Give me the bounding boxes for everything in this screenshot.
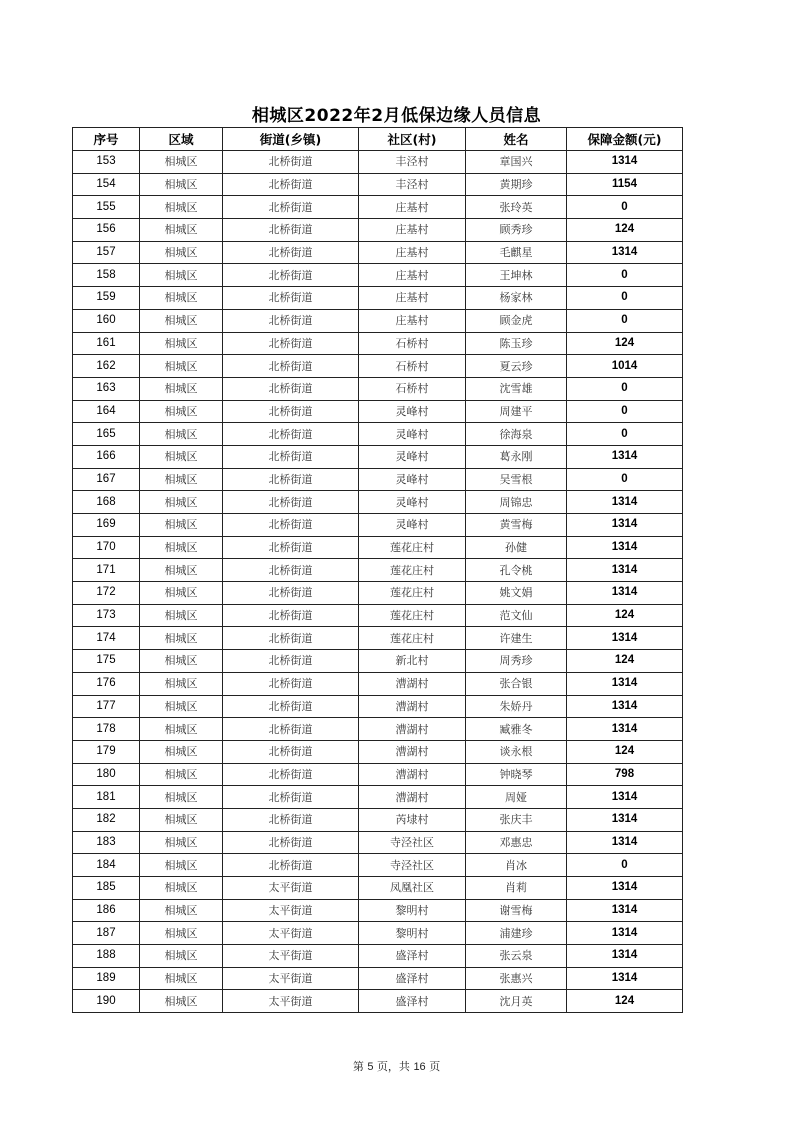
cell-street: 太平街道 (223, 990, 359, 1013)
cell-community: 灵峰村 (359, 491, 466, 514)
cell-district: 相城区 (140, 264, 223, 287)
cell-serial: 187 (73, 922, 140, 945)
cell-amount: 1314 (567, 627, 683, 650)
cell-district: 相城区 (140, 786, 223, 809)
cell-serial: 186 (73, 899, 140, 922)
table-row (73, 945, 683, 968)
cell-street: 北桥街道 (223, 173, 359, 196)
cell-name: 周锦忠 (466, 491, 567, 514)
cell-name: 杨家林 (466, 287, 567, 310)
cell-amount: 0 (567, 423, 683, 446)
table-row (73, 287, 683, 310)
cell-amount: 124 (567, 990, 683, 1013)
table-row (73, 695, 683, 718)
cell-community: 石桥村 (359, 377, 466, 400)
table-row (73, 786, 683, 809)
cell-amount: 0 (567, 196, 683, 219)
table-row (73, 423, 683, 446)
cell-name: 孙健 (466, 536, 567, 559)
cell-community: 盛泽村 (359, 945, 466, 968)
cell-serial: 174 (73, 627, 140, 650)
cell-community: 莲花庄村 (359, 604, 466, 627)
cell-district: 相城区 (140, 695, 223, 718)
cell-street: 北桥街道 (223, 219, 359, 242)
cell-community: 盛泽村 (359, 967, 466, 990)
table-row (73, 309, 683, 332)
cell-community: 庄基村 (359, 241, 466, 264)
header-name: 姓名 (466, 128, 567, 151)
table-row (73, 718, 683, 741)
table-row (73, 241, 683, 264)
cell-amount: 1014 (567, 355, 683, 378)
table-row (73, 854, 683, 877)
cell-street: 北桥街道 (223, 808, 359, 831)
cell-amount: 0 (567, 287, 683, 310)
cell-serial: 182 (73, 808, 140, 831)
cell-amount: 1314 (567, 831, 683, 854)
cell-name: 邓惠忠 (466, 831, 567, 854)
cell-district: 相城区 (140, 604, 223, 627)
table-row (73, 173, 683, 196)
cell-community: 灵峰村 (359, 514, 466, 537)
cell-community: 石桥村 (359, 332, 466, 355)
table-body (73, 151, 683, 1013)
cell-name: 顾金虎 (466, 309, 567, 332)
cell-community: 漕湖村 (359, 786, 466, 809)
cell-amount: 1314 (567, 922, 683, 945)
cell-amount: 1314 (567, 514, 683, 537)
cell-serial: 185 (73, 877, 140, 900)
footer-suffix: 页 (429, 1060, 441, 1073)
cell-name: 周娅 (466, 786, 567, 809)
header-street: 街道(乡镇) (223, 128, 359, 151)
table-row (73, 151, 683, 174)
cell-name: 姚文娟 (466, 582, 567, 605)
cell-serial: 171 (73, 559, 140, 582)
cell-serial: 159 (73, 287, 140, 310)
cell-serial: 178 (73, 718, 140, 741)
cell-serial: 189 (73, 967, 140, 990)
cell-district: 相城区 (140, 355, 223, 378)
cell-serial: 172 (73, 582, 140, 605)
cell-amount: 1314 (567, 445, 683, 468)
cell-street: 北桥街道 (223, 536, 359, 559)
cell-serial: 155 (73, 196, 140, 219)
current-page-number: 5 (367, 1061, 374, 1073)
cell-serial: 190 (73, 990, 140, 1013)
total-page-count: 16 (413, 1061, 426, 1073)
cell-serial: 181 (73, 786, 140, 809)
cell-name: 范文仙 (466, 604, 567, 627)
cell-name: 周建平 (466, 400, 567, 423)
cell-street: 北桥街道 (223, 786, 359, 809)
cell-district: 相城区 (140, 445, 223, 468)
cell-serial: 170 (73, 536, 140, 559)
cell-street: 北桥街道 (223, 763, 359, 786)
cell-street: 北桥街道 (223, 377, 359, 400)
cell-name: 章国兴 (466, 151, 567, 174)
cell-serial: 163 (73, 377, 140, 400)
cell-street: 北桥街道 (223, 514, 359, 537)
cell-name: 周秀珍 (466, 650, 567, 673)
cell-amount: 1314 (567, 945, 683, 968)
cell-serial: 153 (73, 151, 140, 174)
cell-name: 张惠兴 (466, 967, 567, 990)
cell-name: 徐海泉 (466, 423, 567, 446)
table-row (73, 740, 683, 763)
cell-amount: 0 (567, 309, 683, 332)
cell-community: 黎明村 (359, 899, 466, 922)
cell-street: 北桥街道 (223, 423, 359, 446)
cell-street: 北桥街道 (223, 151, 359, 174)
cell-serial: 156 (73, 219, 140, 242)
cell-district: 相城区 (140, 423, 223, 446)
table-row (73, 219, 683, 242)
cell-serial: 158 (73, 264, 140, 287)
table-row (73, 990, 683, 1013)
cell-community: 莲花庄村 (359, 627, 466, 650)
cell-community: 莲花庄村 (359, 559, 466, 582)
cell-street: 北桥街道 (223, 582, 359, 605)
table-row (73, 808, 683, 831)
cell-name: 张庆丰 (466, 808, 567, 831)
header-district: 区域 (140, 128, 223, 151)
cell-community: 漕湖村 (359, 695, 466, 718)
footer-middle: 页，共 (376, 1060, 410, 1073)
table-row (73, 582, 683, 605)
cell-district: 相城区 (140, 945, 223, 968)
cell-amount: 1314 (567, 877, 683, 900)
cell-serial: 157 (73, 241, 140, 264)
cell-amount: 1314 (567, 672, 683, 695)
cell-serial: 160 (73, 309, 140, 332)
cell-street: 北桥街道 (223, 332, 359, 355)
cell-name: 臧雅冬 (466, 718, 567, 741)
cell-street: 太平街道 (223, 922, 359, 945)
cell-street: 北桥街道 (223, 355, 359, 378)
cell-amount: 1154 (567, 173, 683, 196)
cell-amount: 0 (567, 468, 683, 491)
cell-district: 相城区 (140, 173, 223, 196)
cell-district: 相城区 (140, 536, 223, 559)
cell-community: 石桥村 (359, 355, 466, 378)
cell-district: 相城区 (140, 922, 223, 945)
cell-community: 庄基村 (359, 219, 466, 242)
cell-district: 相城区 (140, 967, 223, 990)
cell-district: 相城区 (140, 650, 223, 673)
cell-community: 漕湖村 (359, 740, 466, 763)
cell-amount: 124 (567, 740, 683, 763)
cell-serial: 164 (73, 400, 140, 423)
cell-street: 北桥街道 (223, 740, 359, 763)
cell-name: 肖冰 (466, 854, 567, 877)
table-row (73, 491, 683, 514)
cell-serial: 183 (73, 831, 140, 854)
table-row (73, 627, 683, 650)
cell-community: 庄基村 (359, 309, 466, 332)
cell-street: 太平街道 (223, 967, 359, 990)
cell-serial: 180 (73, 763, 140, 786)
cell-community: 灵峰村 (359, 423, 466, 446)
cell-community: 漕湖村 (359, 672, 466, 695)
cell-name: 张玲英 (466, 196, 567, 219)
cell-serial: 168 (73, 491, 140, 514)
cell-serial: 165 (73, 423, 140, 446)
cell-community: 灵峰村 (359, 445, 466, 468)
cell-community: 庄基村 (359, 196, 466, 219)
cell-serial: 166 (73, 445, 140, 468)
cell-name: 黄雪梅 (466, 514, 567, 537)
cell-amount: 1314 (567, 967, 683, 990)
cell-district: 相城区 (140, 400, 223, 423)
cell-name: 钟晓琴 (466, 763, 567, 786)
cell-district: 相城区 (140, 740, 223, 763)
cell-district: 相城区 (140, 241, 223, 264)
cell-district: 相城区 (140, 196, 223, 219)
cell-district: 相城区 (140, 468, 223, 491)
cell-community: 灵峰村 (359, 468, 466, 491)
cell-district: 相城区 (140, 309, 223, 332)
cell-name: 陈玉珍 (466, 332, 567, 355)
cell-community: 寺泾社区 (359, 831, 466, 854)
cell-amount: 1314 (567, 491, 683, 514)
cell-street: 北桥街道 (223, 241, 359, 264)
cell-serial: 167 (73, 468, 140, 491)
cell-serial: 179 (73, 740, 140, 763)
cell-street: 北桥街道 (223, 196, 359, 219)
cell-street: 北桥街道 (223, 559, 359, 582)
cell-district: 相城区 (140, 831, 223, 854)
cell-name: 朱娇丹 (466, 695, 567, 718)
cell-district: 相城区 (140, 151, 223, 174)
cell-serial: 154 (73, 173, 140, 196)
cell-community: 庄基村 (359, 264, 466, 287)
cell-name: 张云泉 (466, 945, 567, 968)
cell-street: 北桥街道 (223, 309, 359, 332)
cell-district: 相城区 (140, 990, 223, 1013)
cell-serial: 173 (73, 604, 140, 627)
cell-amount: 1314 (567, 899, 683, 922)
cell-district: 相城区 (140, 899, 223, 922)
cell-serial: 161 (73, 332, 140, 355)
footer-prefix: 第 (352, 1060, 364, 1073)
cell-street: 太平街道 (223, 877, 359, 900)
cell-street: 北桥街道 (223, 445, 359, 468)
cell-district: 相城区 (140, 491, 223, 514)
table-row (73, 468, 683, 491)
table-row (73, 559, 683, 582)
table-row (73, 922, 683, 945)
header-community: 社区(村) (359, 128, 466, 151)
cell-name: 葛永刚 (466, 445, 567, 468)
table-row (73, 445, 683, 468)
cell-community: 丰泾村 (359, 173, 466, 196)
cell-district: 相城区 (140, 627, 223, 650)
cell-community: 漕湖村 (359, 718, 466, 741)
table-row (73, 967, 683, 990)
cell-name: 谈永根 (466, 740, 567, 763)
table-row (73, 400, 683, 423)
cell-name: 许建生 (466, 627, 567, 650)
cell-name: 毛麒星 (466, 241, 567, 264)
cell-community: 芮埭村 (359, 808, 466, 831)
cell-serial: 176 (73, 672, 140, 695)
cell-amount: 1314 (567, 718, 683, 741)
cell-community: 灵峰村 (359, 400, 466, 423)
table-row (73, 377, 683, 400)
cell-district: 相城区 (140, 332, 223, 355)
cell-street: 太平街道 (223, 945, 359, 968)
cell-street: 北桥街道 (223, 468, 359, 491)
cell-amount: 0 (567, 400, 683, 423)
cell-street: 北桥街道 (223, 831, 359, 854)
cell-serial: 169 (73, 514, 140, 537)
table-row (73, 763, 683, 786)
cell-amount: 124 (567, 219, 683, 242)
cell-amount: 1314 (567, 536, 683, 559)
cell-community: 漕湖村 (359, 763, 466, 786)
cell-street: 北桥街道 (223, 672, 359, 695)
cell-street: 北桥街道 (223, 854, 359, 877)
table-row (73, 899, 683, 922)
cell-amount: 0 (567, 854, 683, 877)
cell-district: 相城区 (140, 582, 223, 605)
cell-street: 北桥街道 (223, 695, 359, 718)
cell-street: 北桥街道 (223, 264, 359, 287)
cell-serial: 177 (73, 695, 140, 718)
cell-name: 张合银 (466, 672, 567, 695)
cell-amount: 124 (567, 650, 683, 673)
cell-name: 吴雪根 (466, 468, 567, 491)
cell-amount: 1314 (567, 151, 683, 174)
cell-amount: 1314 (567, 808, 683, 831)
cell-name: 孔令桃 (466, 559, 567, 582)
cell-street: 北桥街道 (223, 718, 359, 741)
cell-street: 北桥街道 (223, 400, 359, 423)
table-row (73, 604, 683, 627)
cell-amount: 1314 (567, 695, 683, 718)
header-amount: 保障金额(元) (567, 128, 683, 151)
cell-amount: 1314 (567, 786, 683, 809)
cell-name: 浦建珍 (466, 922, 567, 945)
table-header-row (73, 128, 683, 151)
cell-amount: 798 (567, 763, 683, 786)
cell-amount: 124 (567, 332, 683, 355)
cell-district: 相城区 (140, 287, 223, 310)
document-title: 相城区2022年2月低保边缘人员信息 (251, 106, 542, 126)
cell-serial: 188 (73, 945, 140, 968)
cell-street: 北桥街道 (223, 287, 359, 310)
cell-street: 太平街道 (223, 899, 359, 922)
cell-name: 沈雪雄 (466, 377, 567, 400)
table-row (73, 877, 683, 900)
cell-amount: 124 (567, 604, 683, 627)
cell-amount: 1314 (567, 241, 683, 264)
cell-district: 相城区 (140, 672, 223, 695)
cell-community: 莲花庄村 (359, 582, 466, 605)
cell-name: 夏云珍 (466, 355, 567, 378)
cell-community: 凤凰社区 (359, 877, 466, 900)
cell-street: 北桥街道 (223, 627, 359, 650)
cell-amount: 1314 (567, 559, 683, 582)
cell-name: 谢雪梅 (466, 899, 567, 922)
header-serial: 序号 (73, 128, 140, 151)
table-row (73, 264, 683, 287)
cell-name: 王坤林 (466, 264, 567, 287)
cell-street: 北桥街道 (223, 491, 359, 514)
page-footer (0, 1058, 793, 1074)
cell-district: 相城区 (140, 219, 223, 242)
cell-serial: 162 (73, 355, 140, 378)
cell-amount: 0 (567, 377, 683, 400)
table-row (73, 672, 683, 695)
cell-name: 沈月英 (466, 990, 567, 1013)
cell-street: 北桥街道 (223, 604, 359, 627)
table-row (73, 355, 683, 378)
table-row (73, 196, 683, 219)
table-row (73, 536, 683, 559)
cell-district: 相城区 (140, 559, 223, 582)
cell-community: 莲花庄村 (359, 536, 466, 559)
cell-street: 北桥街道 (223, 650, 359, 673)
cell-community: 盛泽村 (359, 990, 466, 1013)
table-row (73, 831, 683, 854)
cell-district: 相城区 (140, 377, 223, 400)
cell-serial: 184 (73, 854, 140, 877)
cell-community: 丰泾村 (359, 151, 466, 174)
cell-community: 庄基村 (359, 287, 466, 310)
cell-amount: 0 (567, 264, 683, 287)
cell-district: 相城区 (140, 854, 223, 877)
cell-name: 肖莉 (466, 877, 567, 900)
cell-district: 相城区 (140, 718, 223, 741)
cell-district: 相城区 (140, 808, 223, 831)
cell-serial: 175 (73, 650, 140, 673)
low-income-table (72, 127, 683, 1013)
table-row (73, 514, 683, 537)
cell-community: 黎明村 (359, 922, 466, 945)
cell-district: 相城区 (140, 877, 223, 900)
cell-amount: 1314 (567, 582, 683, 605)
cell-community: 寺泾社区 (359, 854, 466, 877)
cell-name: 黄期珍 (466, 173, 567, 196)
table-row (73, 332, 683, 355)
cell-district: 相城区 (140, 763, 223, 786)
table-row (73, 650, 683, 673)
cell-name: 顾秀珍 (466, 219, 567, 242)
cell-community: 新北村 (359, 650, 466, 673)
cell-district: 相城区 (140, 514, 223, 537)
